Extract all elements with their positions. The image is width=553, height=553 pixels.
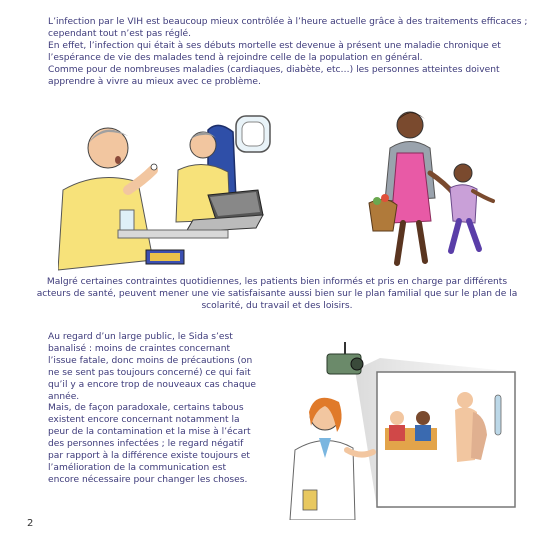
text-line: qu’il y a encore trop de nouveaux cas chaque xyxy=(48,379,256,390)
text-line: banalisé : moins de craintes concernant xyxy=(48,343,231,354)
text-line: l’espérance de vie des malades tend à rejoindre celle de la population en général. xyxy=(48,52,423,63)
text-line: Malgré certaines contraintes quotidiennes, les patients bien informés et pris en charge par différents xyxy=(46,277,508,287)
text-line: Au regard d’un large public, le Sida s’est xyxy=(48,332,233,342)
text-line: peur de la contamination et la mise à l’écart xyxy=(48,427,251,438)
text-line: L’infection par le VIH est beaucoup mieux contrôlée à l’heure actuelle grâce à des traitements efficaces ; xyxy=(48,17,528,27)
text-line: cependant tout n’est pas réglé. xyxy=(48,28,191,39)
text-line: existent encore concernant notamment la xyxy=(48,415,240,426)
text-line: Mais, de façon paradoxale, certains tabous xyxy=(48,403,244,414)
page-number: 2 xyxy=(27,518,34,529)
text-line: par rapport à la différence existe toujours et xyxy=(48,451,250,462)
text-line: l’amélioration de la communication est xyxy=(48,462,227,473)
text-line: apprendre à vivre au mieux avec ce problème. xyxy=(48,76,261,87)
airplane-passengers-illustration xyxy=(58,110,283,275)
middle-paragraph xyxy=(35,277,519,313)
text-line: des personnes infectées ; le regard négatif xyxy=(48,439,244,450)
text-line: l’issue fatale, donc moins de précautions (on xyxy=(48,355,253,366)
text-line: année. xyxy=(48,391,80,402)
projector-presentation-illustration xyxy=(285,340,530,520)
text-line: acteurs de santé, peuvent mener une vie satisfaisante aussi bien sur le plan familial que sur le plan de la xyxy=(36,288,518,299)
text-line: encore nécessaire pour changer les choses. xyxy=(48,474,248,485)
intro-paragraph xyxy=(48,17,528,88)
text-line: ne se sent pas toujours concerné) ce qui fait xyxy=(48,367,251,378)
bottom-paragraph xyxy=(48,332,280,487)
text-line: Comme pour de nombreuses maladies (cardiaques, diabète, etc…) les personnes atteintes doivent xyxy=(48,64,500,75)
text-line: En effet, l’infection qui était à ses débuts mortelle est devenue à présent une maladie chronique et xyxy=(48,40,501,51)
mother-child-illustration xyxy=(355,103,505,273)
text-line: scolarité, du travail et des loisirs. xyxy=(201,300,353,311)
